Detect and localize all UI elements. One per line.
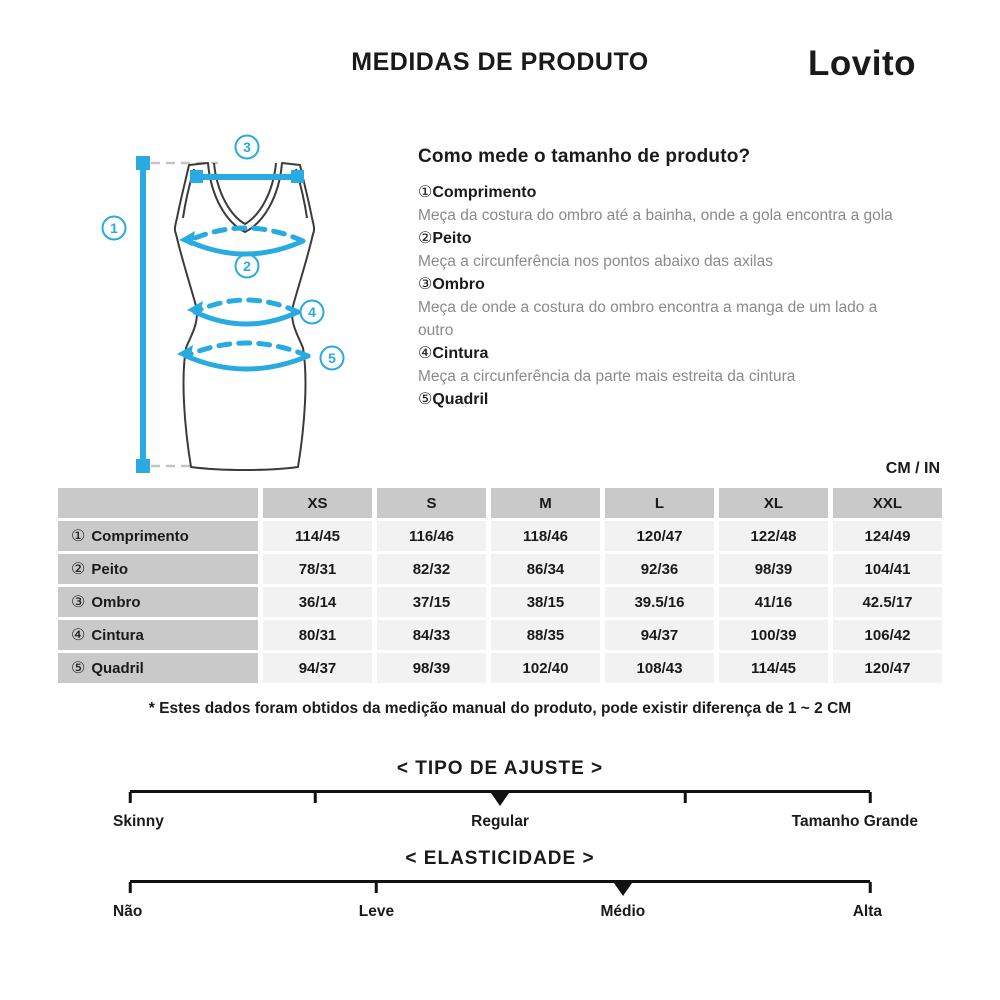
scale-tick (684, 792, 687, 803)
table-cell: 116/46 (377, 521, 486, 551)
table-cell: 78/31 (263, 554, 372, 584)
guide-num: ② (418, 230, 433, 247)
table-cell: 36/14 (263, 587, 372, 617)
col-header-xxl: XXL (833, 488, 942, 518)
table-cell: 114/45 (719, 653, 828, 683)
scale-label-medio: Médio (600, 903, 646, 920)
guide-label: Cintura (432, 345, 489, 362)
brand-logo: Lovito (808, 44, 916, 83)
dress-measurement-diagram (60, 126, 440, 496)
scale-label-alta: Alta (852, 903, 882, 920)
table-cell: 84/33 (377, 620, 486, 650)
scale-tick (314, 792, 317, 803)
guide-num: ③ (418, 276, 433, 293)
table-cell: 41/16 (719, 587, 828, 617)
guide-label: Quadril (432, 391, 489, 408)
col-header-xs: XS (263, 488, 372, 518)
row-label-ombro: ③ Ombro (58, 587, 258, 617)
guide-num: ⑤ (418, 391, 433, 408)
guide-num: ① (418, 184, 433, 201)
scale-tick (129, 792, 132, 803)
col-header-l: L (605, 488, 714, 518)
row-label-quadril: ⑤ Quadril (58, 653, 258, 683)
elasticity-scale (0, 848, 1000, 920)
table-cell: 38/15 (491, 587, 600, 617)
row-label-cintura: ④ Cintura (58, 620, 258, 650)
table-cell: 42.5/17 (833, 587, 942, 617)
table-cell: 106/42 (833, 620, 942, 650)
scale-tick (129, 882, 132, 893)
table-cell: 108/43 (605, 653, 714, 683)
guide-label: Peito (432, 230, 472, 247)
table-corner-cell (58, 488, 258, 518)
table-cell: 120/47 (605, 521, 714, 551)
guide-desc: Meça de onde a costura do ombro encontra a manga de um lado a outro (418, 299, 878, 339)
table-cell: 37/15 (377, 587, 486, 617)
table-cell: 88/35 (491, 620, 600, 650)
scale-tick (375, 882, 378, 893)
table-cell: 82/32 (377, 554, 486, 584)
measure-guide (418, 146, 918, 411)
guide-label: Ombro (432, 276, 485, 293)
guide-heading: Como mede o tamanho de produto? (418, 146, 751, 167)
marker-3: 3 (243, 139, 251, 155)
page-title: MEDIDAS DE PRODUTO (351, 48, 649, 76)
length-measure-line (136, 156, 150, 473)
guide-label: Comprimento (432, 184, 537, 201)
scale-tick (869, 792, 872, 803)
table-cell: 118/46 (491, 521, 600, 551)
table-cell: 124/49 (833, 521, 942, 551)
table-cell: 86/34 (491, 554, 600, 584)
table-cell: 94/37 (263, 653, 372, 683)
fit-type-scale (0, 758, 1000, 830)
elasticity-scale-track (113, 880, 882, 920)
guide-num: ④ (418, 345, 433, 362)
table-cell: 100/39 (719, 620, 828, 650)
marker-5: 5 (328, 350, 336, 366)
scale-label-nao: Não (113, 903, 143, 920)
guide-desc: Meça a circunferência nos pontos abaixo das axilas (418, 253, 773, 270)
marker-2: 2 (243, 258, 251, 274)
table-cell: 120/47 (833, 653, 942, 683)
elasticity-scale-marker (614, 883, 632, 896)
guide-item-peito (418, 227, 918, 273)
scale-label-tamanho-grande: Tamanho Grande (791, 813, 918, 830)
elasticity-scale-title: < ELASTICIDADE > (405, 848, 595, 869)
size-table (58, 488, 942, 683)
guide-item-cintura (418, 342, 918, 388)
scale-label-regular: Regular (471, 813, 529, 830)
table-cell: 104/41 (833, 554, 942, 584)
fit-scale-title: < TIPO DE AJUSTE > (396, 758, 604, 779)
table-cell: 98/39 (377, 653, 486, 683)
col-header-s: S (377, 488, 486, 518)
table-cell: 122/48 (719, 521, 828, 551)
fit-scale-track (113, 790, 918, 830)
table-cell: 39.5/16 (605, 587, 714, 617)
measurement-disclaimer: * Estes dados foram obtidos da medição manual do produto, pode existir diferença de 1 ~ 2 CM (148, 700, 852, 717)
scale-tick (869, 882, 872, 893)
fit-scale-marker (491, 793, 509, 806)
table-cell: 114/45 (263, 521, 372, 551)
table-cell: 80/31 (263, 620, 372, 650)
guide-desc: Meça da costura do ombro até a bainha, onde a gola encontra a gola (418, 207, 893, 224)
scale-label-leve: Leve (358, 903, 395, 920)
marker-1: 1 (110, 220, 118, 236)
guide-item-comprimento (418, 181, 918, 227)
marker-4: 4 (308, 304, 316, 320)
table-cell: 102/40 (491, 653, 600, 683)
table-cell: 94/37 (605, 620, 714, 650)
table-cell: 98/39 (719, 554, 828, 584)
col-header-xl: XL (719, 488, 828, 518)
guide-item-ombro (418, 273, 918, 342)
row-label-comprimento: ① Comprimento (58, 521, 258, 551)
guide-item-quadril (418, 388, 918, 411)
units-label: CM / IN (885, 460, 940, 477)
col-header-m: M (491, 488, 600, 518)
table-cell: 92/36 (605, 554, 714, 584)
guide-desc: Meça a circunferência da parte mais estreita da cintura (418, 368, 796, 385)
row-label-peito: ② Peito (58, 554, 258, 584)
scale-label-skinny: Skinny (113, 813, 164, 830)
